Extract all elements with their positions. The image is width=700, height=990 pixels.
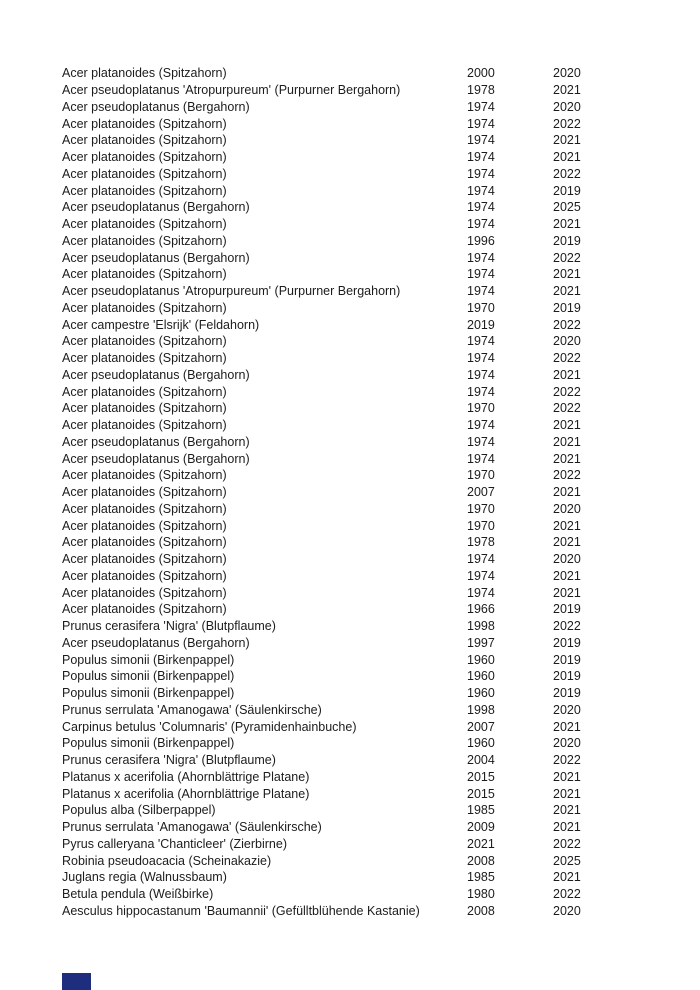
species-name: Populus alba (Silberpappel) <box>62 803 216 818</box>
record-year: 2021 <box>553 83 581 98</box>
table-row <box>62 584 622 601</box>
planting-year: 2004 <box>467 753 495 768</box>
planting-year: 2019 <box>467 317 495 332</box>
planting-year: 1970 <box>467 501 495 516</box>
planting-year: 1985 <box>467 803 495 818</box>
planting-year: 1974 <box>467 217 495 232</box>
planting-year: 1970 <box>467 401 495 416</box>
planting-year: 1974 <box>467 334 495 349</box>
planting-year: 1974 <box>467 200 495 215</box>
species-name: Acer platanoides (Spitzahorn) <box>62 116 227 131</box>
record-year: 2020 <box>553 736 581 751</box>
table-row <box>62 249 622 266</box>
record-year: 2022 <box>553 887 581 902</box>
species-name: Acer platanoides (Spitzahorn) <box>62 501 227 516</box>
table-row <box>62 735 622 752</box>
species-name: Acer platanoides (Spitzahorn) <box>62 384 227 399</box>
species-name: Acer platanoides (Spitzahorn) <box>62 585 227 600</box>
table-row <box>62 434 622 451</box>
planting-year: 2000 <box>467 66 495 81</box>
planting-year: 1974 <box>467 451 495 466</box>
planting-year: 1980 <box>467 887 495 902</box>
planting-year: 1960 <box>467 652 495 667</box>
table-row <box>62 65 622 82</box>
table-row <box>62 836 622 853</box>
species-name: Prunus serrulata 'Amanogawa' (Säulenkirsche) <box>62 702 322 717</box>
record-year: 2025 <box>553 200 581 215</box>
table-row <box>62 266 622 283</box>
species-name: Acer pseudoplatanus 'Atropurpureum' (Purpurner Bergahorn) <box>62 284 401 299</box>
species-name: Acer pseudoplatanus (Bergahorn) <box>62 367 250 382</box>
species-name: Acer platanoides (Spitzahorn) <box>62 351 227 366</box>
record-year: 2021 <box>553 786 581 801</box>
table-row <box>62 852 622 869</box>
planting-year: 1974 <box>467 183 495 198</box>
table-row <box>62 400 622 417</box>
record-year: 2021 <box>553 585 581 600</box>
planting-year: 1978 <box>467 535 495 550</box>
species-name: Acer pseudoplatanus (Bergahorn) <box>62 99 250 114</box>
planting-year: 1974 <box>467 568 495 583</box>
table-row <box>62 99 622 116</box>
table-row <box>62 149 622 166</box>
species-name: Acer platanoides (Spitzahorn) <box>62 233 227 248</box>
record-year: 2021 <box>553 434 581 449</box>
record-year: 2019 <box>553 183 581 198</box>
species-name: Populus simonii (Birkenpappel) <box>62 736 235 751</box>
planting-year: 1985 <box>467 870 495 885</box>
planting-year: 2008 <box>467 853 495 868</box>
record-year: 2021 <box>553 518 581 533</box>
record-year: 2019 <box>553 233 581 248</box>
species-name: Acer platanoides (Spitzahorn) <box>62 418 227 433</box>
record-year: 2020 <box>553 334 581 349</box>
record-year: 2022 <box>553 468 581 483</box>
table-row <box>62 517 622 534</box>
planting-year: 1974 <box>467 351 495 366</box>
record-year: 2022 <box>553 250 581 265</box>
blue-rectangle <box>62 973 91 990</box>
record-year: 2020 <box>553 702 581 717</box>
species-name: Prunus cerasifera 'Nigra' (Blutpflaume) <box>62 753 276 768</box>
table-row <box>62 685 622 702</box>
species-name: Carpinus betulus 'Columnaris' (Pyramidenhainbuche) <box>62 719 357 734</box>
species-name: Robinia pseudoacacia (Scheinakazie) <box>62 853 272 868</box>
planting-year: 1974 <box>467 367 495 382</box>
table-row <box>62 819 622 836</box>
record-year: 2022 <box>553 116 581 131</box>
species-name: Acer platanoides (Spitzahorn) <box>62 217 227 232</box>
table-row <box>62 718 622 735</box>
species-name: Pyrus calleryana 'Chanticleer' (Zierbirne) <box>62 836 287 851</box>
planting-year: 1998 <box>467 619 495 634</box>
planting-year: 1974 <box>467 418 495 433</box>
table-row <box>62 501 622 518</box>
table-row <box>62 886 622 903</box>
record-year: 2022 <box>553 317 581 332</box>
table-row <box>62 166 622 183</box>
record-year: 2021 <box>553 217 581 232</box>
species-name: Betula pendula (Weißbirke) <box>62 887 214 902</box>
record-year: 2022 <box>553 384 581 399</box>
species-name: Juglans regia (Walnussbaum) <box>62 870 227 885</box>
planting-year: 1974 <box>467 150 495 165</box>
species-name: Acer platanoides (Spitzahorn) <box>62 150 227 165</box>
species-name: Platanus x acerifolia (Ahornblättrige Platane) <box>62 769 310 784</box>
species-name: Acer platanoides (Spitzahorn) <box>62 133 227 148</box>
record-year: 2022 <box>553 166 581 181</box>
record-year: 2021 <box>553 719 581 734</box>
record-year: 2021 <box>553 769 581 784</box>
record-year: 2020 <box>553 66 581 81</box>
table-row <box>62 383 622 400</box>
table-row <box>62 534 622 551</box>
table-row <box>62 618 622 635</box>
species-name: Acer platanoides (Spitzahorn) <box>62 166 227 181</box>
planting-year: 1974 <box>467 552 495 567</box>
record-year: 2020 <box>553 501 581 516</box>
record-year: 2019 <box>553 635 581 650</box>
planting-year: 2015 <box>467 786 495 801</box>
record-year: 2022 <box>553 836 581 851</box>
planting-year: 1974 <box>467 267 495 282</box>
table-row <box>62 484 622 501</box>
planting-year: 1996 <box>467 233 495 248</box>
record-year: 2020 <box>553 903 581 918</box>
table-row <box>62 300 622 317</box>
species-name: Acer platanoides (Spitzahorn) <box>62 568 227 583</box>
record-year: 2022 <box>553 351 581 366</box>
record-year: 2021 <box>553 568 581 583</box>
table-row <box>62 350 622 367</box>
species-name: Acer campestre 'Elsrijk' (Feldahorn) <box>62 317 260 332</box>
species-name: Acer pseudoplatanus (Bergahorn) <box>62 451 250 466</box>
species-name: Acer platanoides (Spitzahorn) <box>62 518 227 533</box>
table-row <box>62 115 622 132</box>
species-name: Prunus cerasifera 'Nigra' (Blutpflaume) <box>62 619 276 634</box>
species-name: Acer platanoides (Spitzahorn) <box>62 300 227 315</box>
table-row <box>62 82 622 99</box>
record-year: 2022 <box>553 401 581 416</box>
record-year: 2020 <box>553 552 581 567</box>
species-name: Populus simonii (Birkenpappel) <box>62 652 235 667</box>
planting-year: 1960 <box>467 736 495 751</box>
table-row <box>62 450 622 467</box>
table-row <box>62 417 622 434</box>
species-name: Acer platanoides (Spitzahorn) <box>62 401 227 416</box>
table-row <box>62 869 622 886</box>
planting-year: 1974 <box>467 585 495 600</box>
species-name: Aesculus hippocastanum 'Baumannii' (Gefülltblühende Kastanie) <box>62 903 420 918</box>
table-row <box>62 668 622 685</box>
record-year: 2021 <box>553 150 581 165</box>
record-year: 2020 <box>553 99 581 114</box>
species-name: Platanus x acerifolia (Ahornblättrige Platane) <box>62 786 310 801</box>
record-year: 2022 <box>553 753 581 768</box>
table-row <box>62 233 622 250</box>
species-name: Acer pseudoplatanus (Bergahorn) <box>62 250 250 265</box>
record-year: 2021 <box>553 367 581 382</box>
species-name: Acer platanoides (Spitzahorn) <box>62 485 227 500</box>
species-name: Acer platanoides (Spitzahorn) <box>62 267 227 282</box>
table-row <box>62 802 622 819</box>
table-row <box>62 132 622 149</box>
record-year: 2021 <box>553 803 581 818</box>
table-row <box>62 651 622 668</box>
planting-year: 1974 <box>467 384 495 399</box>
species-name: Populus simonii (Birkenpappel) <box>62 686 235 701</box>
table-row <box>62 702 622 719</box>
record-year: 2021 <box>553 820 581 835</box>
planting-year: 1970 <box>467 300 495 315</box>
planting-year: 2021 <box>467 836 495 851</box>
table-row <box>62 601 622 618</box>
table-row <box>62 467 622 484</box>
planting-year: 1960 <box>467 669 495 684</box>
record-year: 2019 <box>553 669 581 684</box>
planting-year: 2009 <box>467 820 495 835</box>
species-name: Acer pseudoplatanus (Bergahorn) <box>62 200 250 215</box>
planting-year: 1974 <box>467 166 495 181</box>
record-year: 2021 <box>553 284 581 299</box>
species-name: Acer platanoides (Spitzahorn) <box>62 552 227 567</box>
planting-year: 1974 <box>467 434 495 449</box>
table-row <box>62 316 622 333</box>
species-name: Acer pseudoplatanus (Bergahorn) <box>62 635 250 650</box>
table-row <box>62 216 622 233</box>
table-row <box>62 367 622 384</box>
species-name: Acer platanoides (Spitzahorn) <box>62 183 227 198</box>
species-name: Acer platanoides (Spitzahorn) <box>62 535 227 550</box>
record-year: 2021 <box>553 267 581 282</box>
record-year: 2021 <box>553 535 581 550</box>
table-row <box>62 333 622 350</box>
tree-table <box>62 65 622 919</box>
species-name: Acer platanoides (Spitzahorn) <box>62 602 227 617</box>
planting-year: 1974 <box>467 284 495 299</box>
planting-year: 1998 <box>467 702 495 717</box>
table-row <box>62 568 622 585</box>
planting-year: 1978 <box>467 83 495 98</box>
planting-year: 1974 <box>467 116 495 131</box>
species-name: Acer pseudoplatanus (Bergahorn) <box>62 434 250 449</box>
table-row <box>62 752 622 769</box>
record-year: 2022 <box>553 619 581 634</box>
record-year: 2021 <box>553 451 581 466</box>
record-year: 2019 <box>553 602 581 617</box>
planting-year: 1970 <box>467 518 495 533</box>
record-year: 2021 <box>553 418 581 433</box>
species-name: Acer platanoides (Spitzahorn) <box>62 334 227 349</box>
table-row <box>62 182 622 199</box>
species-name: Acer platanoides (Spitzahorn) <box>62 468 227 483</box>
record-year: 2021 <box>553 870 581 885</box>
planting-year: 2007 <box>467 485 495 500</box>
planting-year: 2008 <box>467 903 495 918</box>
planting-year: 1966 <box>467 602 495 617</box>
table-row <box>62 785 622 802</box>
planting-year: 1960 <box>467 686 495 701</box>
planting-year: 1997 <box>467 635 495 650</box>
record-year: 2019 <box>553 300 581 315</box>
planting-year: 1974 <box>467 250 495 265</box>
species-name: Acer platanoides (Spitzahorn) <box>62 66 227 81</box>
record-year: 2019 <box>553 652 581 667</box>
planting-year: 2015 <box>467 769 495 784</box>
planting-year: 1970 <box>467 468 495 483</box>
species-name: Acer pseudoplatanus 'Atropurpureum' (Purpurner Bergahorn) <box>62 83 401 98</box>
species-name: Prunus serrulata 'Amanogawa' (Säulenkirsche) <box>62 820 322 835</box>
table-row <box>62 199 622 216</box>
table-row <box>62 283 622 300</box>
planting-year: 2007 <box>467 719 495 734</box>
table-row <box>62 635 622 652</box>
record-year: 2025 <box>553 853 581 868</box>
table-row <box>62 769 622 786</box>
table-row <box>62 903 622 920</box>
record-year: 2021 <box>553 133 581 148</box>
record-year: 2021 <box>553 485 581 500</box>
planting-year: 1974 <box>467 133 495 148</box>
table-row <box>62 551 622 568</box>
record-year: 2019 <box>553 686 581 701</box>
planting-year: 1974 <box>467 99 495 114</box>
species-name: Populus simonii (Birkenpappel) <box>62 669 235 684</box>
